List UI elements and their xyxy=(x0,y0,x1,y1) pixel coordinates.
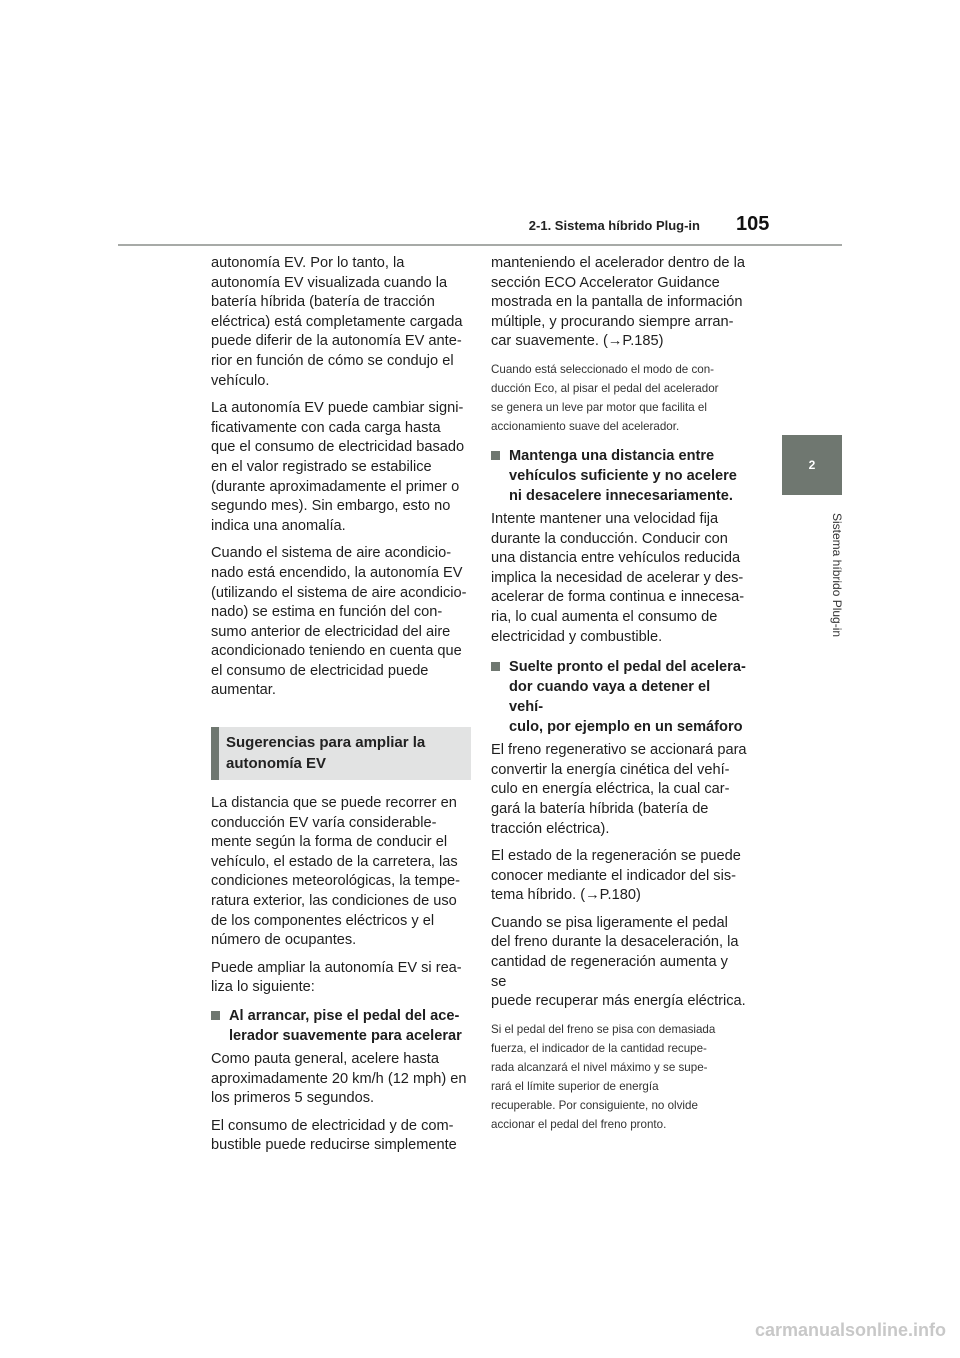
paragraph: Intente mantener una velocidad fija durante la conducción. Conducir con una distancia entre vehículos reducida implica la necesidad de acelerar y des- acelerar de forma continua e innecesa- ria, lo cual aumenta el consumo de electricidad y combustible. xyxy=(491,510,745,645)
square-bullet-icon xyxy=(491,451,500,460)
paragraph: La distancia que se puede recorrer en conducción EV varía considerable- mente según la forma de conducir el vehículo, el estado de la carretera, las condiciones meteorológicas, la tempe- ratura exterior, las condiciones de uso de los componentes eléctricos y el número de ocupantes. xyxy=(211,795,461,949)
paragraph: Cuando el sistema de aire acondicio- nado está encendido, la autonomía EV (utilizando el sistema de aire acondicio- nado) se estima en función del con- sumo anterior de electricidad del aire acondicionado teniendo en cuenta que el consumo de electricidad puede aumentar. xyxy=(211,545,467,699)
section-heading-accent-bar xyxy=(211,727,219,780)
paragraph: manteniendo el acelerador dentro de la sección ECO Accelerator Guidance mostrada en la pantalla de información múltiple, y procurando siempre arran- car suavemente. (→P.185) xyxy=(491,255,745,350)
left-column xyxy=(211,254,471,1164)
header-divider xyxy=(118,244,842,246)
chapter-tab[interactable] xyxy=(782,435,842,495)
chapter-tab-label: Sistema híbrido Plug-in xyxy=(830,512,844,638)
right-column xyxy=(491,254,747,1134)
paragraph: El consumo de electricidad y de com- bustible puede reducirse simplemente xyxy=(211,1117,457,1154)
chapter-tab-number: 2 xyxy=(808,458,816,472)
subheading-text: Suelte pronto el pedal del acelera- dor cuando vaya a detener el vehí- culo, por ejemplo en un semáforo xyxy=(509,659,746,736)
subheading-text: Mantenga una distancia entre vehículos suficiente y no acelere ni desacelere innecesariamente. xyxy=(509,447,737,504)
paragraph: El estado de la regeneración se puede conocer mediante el indicador del sis- tema híbrido. (→P.180) xyxy=(491,848,741,904)
watermark: carmanualsonline.info xyxy=(754,1320,946,1340)
section-header-title: 2-1. Sistema híbrido Plug-in xyxy=(528,218,700,233)
subheading xyxy=(491,446,747,506)
subheading xyxy=(491,657,747,737)
subheading xyxy=(211,1006,471,1046)
page-number: 105 xyxy=(736,213,770,235)
square-bullet-icon xyxy=(491,662,500,671)
paragraph: autonomía EV. Por lo tanto, la autonomía EV visualizada cuando la batería híbrida (batería de tracción eléctrica) está completamente cargada puede diferir de la autonomía EV ante- rior en función de cómo se condujo el vehículo. xyxy=(211,255,463,389)
note-text: Si el pedal del freno se pisa con demasiada fuerza, el indicador de la cantidad recupe- rada alcanzará el nivel máximo y se supe- rará el límite superior de energía recuperable. Por consiguiente, no olvide accionar el pedal del freno pronto. xyxy=(491,1022,716,1131)
paragraph: La autonomía EV puede cambiar signi- ficativamente con cada carga hasta que el consumo de electricidad basado en el valor registrado se estabilice (durante aproximadamente el primer o segundo mes). Sin embargo, esto no indica una anomalía. xyxy=(211,400,465,534)
square-bullet-icon xyxy=(211,1011,220,1020)
section-heading-title: Sugerencias para ampliar la autonomía EV xyxy=(226,734,426,773)
section-heading-box xyxy=(211,727,471,780)
paragraph: El freno regenerativo se accionará para convertir la energía cinética del vehí- culo en energía eléctrica, la cual car- gará la batería híbrida (batería de tracción eléctrica). xyxy=(491,742,747,837)
paragraph: Como pauta general, acelere hasta aproximadamente 20 km/h (12 mph) en los primeros 5 segundos. xyxy=(211,1051,467,1107)
note-text: Cuando está seleccionado el modo de con- ducción Eco, al pisar el pedal del acelerador se genera un leve par motor que facilita el accionamiento suave del acelerador. xyxy=(491,362,719,433)
paragraph: Cuando se pisa ligeramente el pedal del freno durante la desaceleración, la cantidad de regeneración aumenta y se puede recuperar más energía eléctrica. xyxy=(491,914,746,1010)
subheading-text: Al arrancar, pise el pedal del ace- lerador suavemente para acelerar xyxy=(229,1008,462,1044)
paragraph: Puede ampliar la autonomía EV si rea- liza lo siguiente: xyxy=(211,959,462,996)
